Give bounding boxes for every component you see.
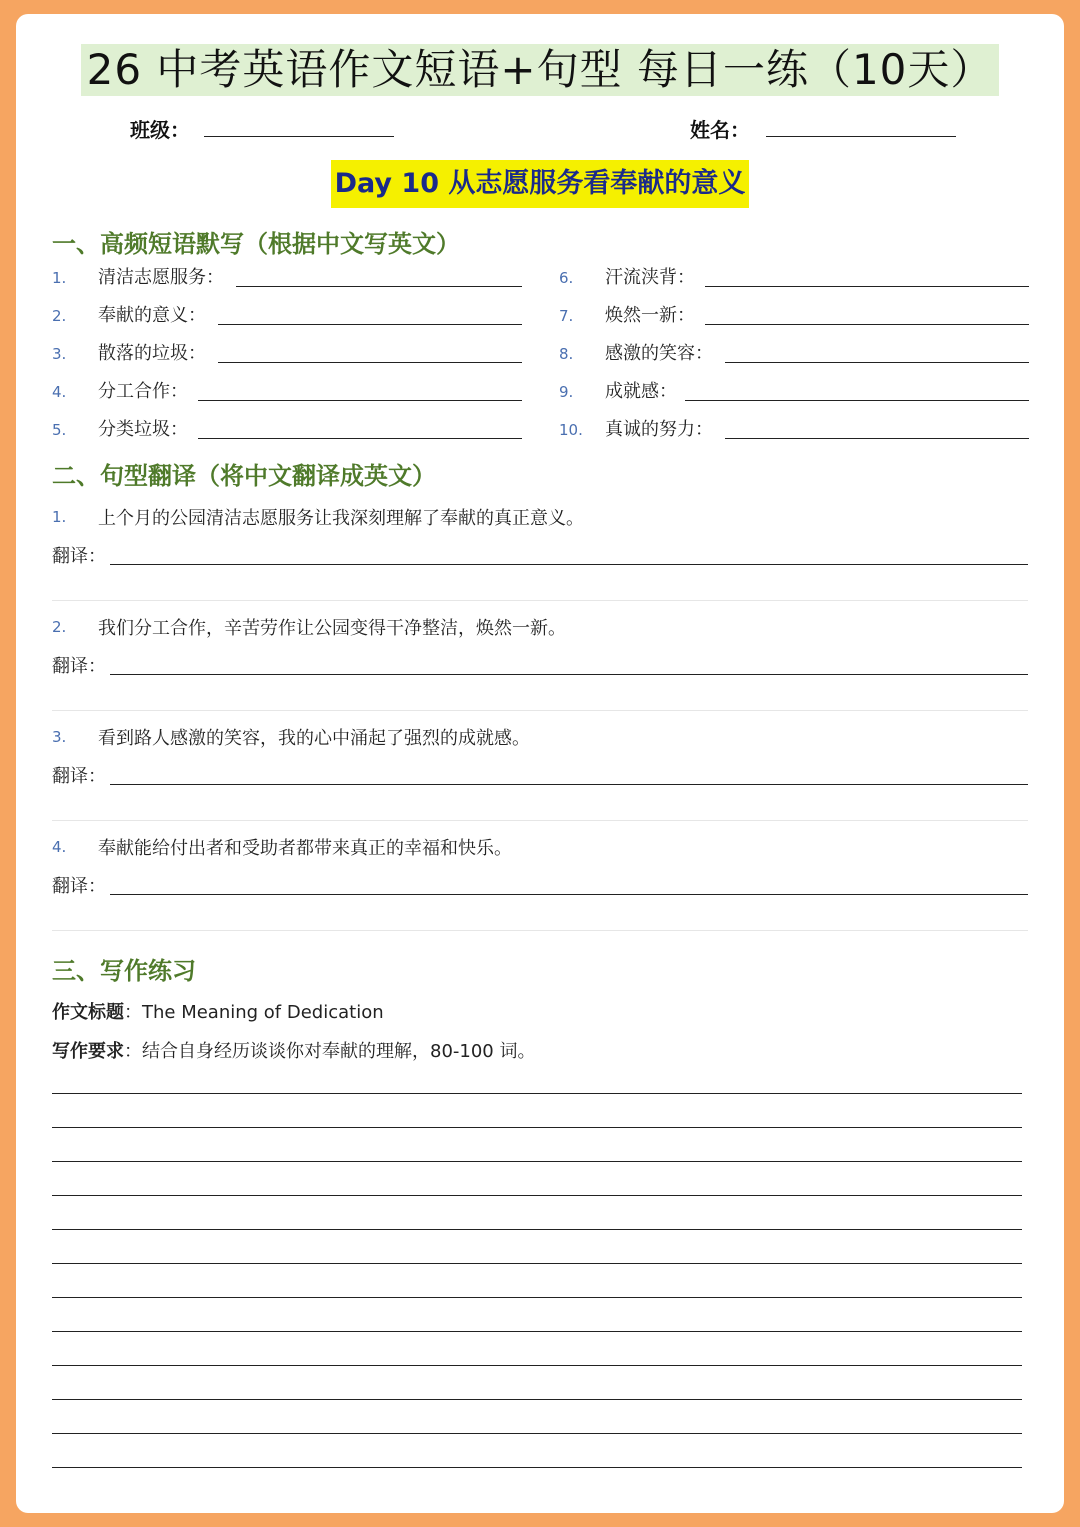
class-blank[interactable] (204, 136, 394, 137)
translation-item (52, 504, 1028, 584)
phrase-text: 分类垃圾： (98, 419, 188, 440)
divider (52, 930, 1028, 931)
section1-heading: 一、高频短语默写（根据中文写英文） (52, 230, 460, 258)
writing-line[interactable] (52, 1093, 1022, 1094)
writing-line[interactable] (52, 1467, 1022, 1468)
item-number: 9. (559, 383, 574, 401)
translate-label: 翻译： (52, 766, 106, 787)
writing-line[interactable] (52, 1263, 1022, 1264)
phrase-text: 清洁志愿服务： (98, 267, 224, 288)
translate-label: 翻译： (52, 546, 106, 567)
writing-line[interactable] (52, 1331, 1022, 1332)
phrase-item (559, 301, 1029, 331)
translate-label: 翻译： (52, 656, 106, 677)
worksheet-title: 26 中考英语作文短语+句型 每日一练（10天） (81, 44, 1000, 96)
section2-heading: 二、句型翻译（将中文翻译成英文） (52, 462, 436, 490)
writing-line[interactable] (52, 1229, 1022, 1230)
phrase-text: 奉献的意义： (98, 305, 206, 326)
item-number: 4. (52, 383, 67, 401)
essay-topic (52, 998, 384, 1024)
day-title: Day 10 从志愿服务看奉献的意义 (331, 160, 750, 208)
class-label: 班级： (130, 118, 190, 142)
translation-answer-line[interactable] (110, 564, 1028, 565)
phrase-item (52, 339, 522, 369)
worksheet-paper (16, 14, 1064, 1513)
requirement-value: ：结合自身经历谈谈你对奉献的理解，80-100 词。 (124, 1041, 536, 1062)
writing-line[interactable] (52, 1433, 1022, 1434)
phrase-item (52, 301, 522, 331)
phrase-text: 焕然一新： (605, 305, 695, 326)
answer-line[interactable] (685, 400, 1029, 401)
phrase-text: 感激的笑容： (605, 343, 713, 364)
translation-item (52, 724, 1028, 804)
topic-label: 作文标题 (52, 1002, 124, 1023)
item-number: 6. (559, 269, 574, 287)
writing-line[interactable] (52, 1195, 1022, 1196)
writing-line[interactable] (52, 1127, 1022, 1128)
phrase-text: 汗流浃背： (605, 267, 695, 288)
answer-line[interactable] (198, 400, 522, 401)
translation-item (52, 614, 1028, 694)
divider (52, 820, 1028, 821)
name-blank[interactable] (766, 136, 956, 137)
phrase-item (559, 377, 1029, 407)
phrase-item (52, 415, 522, 445)
item-number: 1. (52, 508, 67, 526)
answer-line[interactable] (705, 286, 1029, 287)
translation-answer-line[interactable] (110, 894, 1028, 895)
item-number: 5. (52, 421, 67, 439)
item-number: 4. (52, 838, 67, 856)
item-number: 2. (52, 307, 67, 325)
answer-line[interactable] (725, 438, 1029, 439)
phrase-text: 分工合作： (98, 381, 188, 402)
item-number: 7. (559, 307, 574, 325)
divider (52, 710, 1028, 711)
translation-item (52, 834, 1028, 914)
divider (52, 600, 1028, 601)
phrase-item (52, 377, 522, 407)
translation-answer-line[interactable] (110, 784, 1028, 785)
phrase-item (559, 415, 1029, 445)
phrase-item (52, 263, 522, 293)
essay-requirement (52, 1037, 535, 1063)
sentence-text: 奉献能给付出者和受助者都带来真正的幸福和快乐。 (98, 838, 512, 859)
answer-line[interactable] (218, 362, 522, 363)
writing-line[interactable] (52, 1161, 1022, 1162)
phrase-item (559, 339, 1029, 369)
sentence-text: 我们分工合作，辛苦劳作让公园变得干净整洁，焕然一新。 (98, 618, 566, 639)
phrase-text: 成就感： (605, 381, 677, 402)
translate-label: 翻译： (52, 876, 106, 897)
requirement-label: 写作要求 (52, 1041, 124, 1062)
name-label: 姓名： (690, 118, 750, 142)
item-number: 3. (52, 728, 67, 746)
answer-line[interactable] (198, 438, 522, 439)
answer-line[interactable] (725, 362, 1029, 363)
phrase-item (559, 263, 1029, 293)
phrase-text: 散落的垃圾： (98, 343, 206, 364)
answer-line[interactable] (705, 324, 1029, 325)
item-number: 8. (559, 345, 574, 363)
translation-answer-line[interactable] (110, 674, 1028, 675)
writing-line[interactable] (52, 1365, 1022, 1366)
section3-heading: 三、写作练习 (52, 957, 196, 985)
item-number: 1. (52, 269, 67, 287)
sentence-text: 上个月的公园清洁志愿服务让我深刻理解了奉献的真正意义。 (98, 508, 584, 529)
answer-line[interactable] (218, 324, 522, 325)
item-number: 2. (52, 618, 67, 636)
phrase-text: 真诚的努力： (605, 419, 713, 440)
item-number: 10. (559, 421, 583, 439)
writing-line[interactable] (52, 1399, 1022, 1400)
topic-value: ：The Meaning of Dedication (124, 1002, 384, 1023)
item-number: 3. (52, 345, 67, 363)
writing-line[interactable] (52, 1297, 1022, 1298)
answer-line[interactable] (236, 286, 522, 287)
sentence-text: 看到路人感激的笑容，我的心中涌起了强烈的成就感。 (98, 728, 530, 749)
